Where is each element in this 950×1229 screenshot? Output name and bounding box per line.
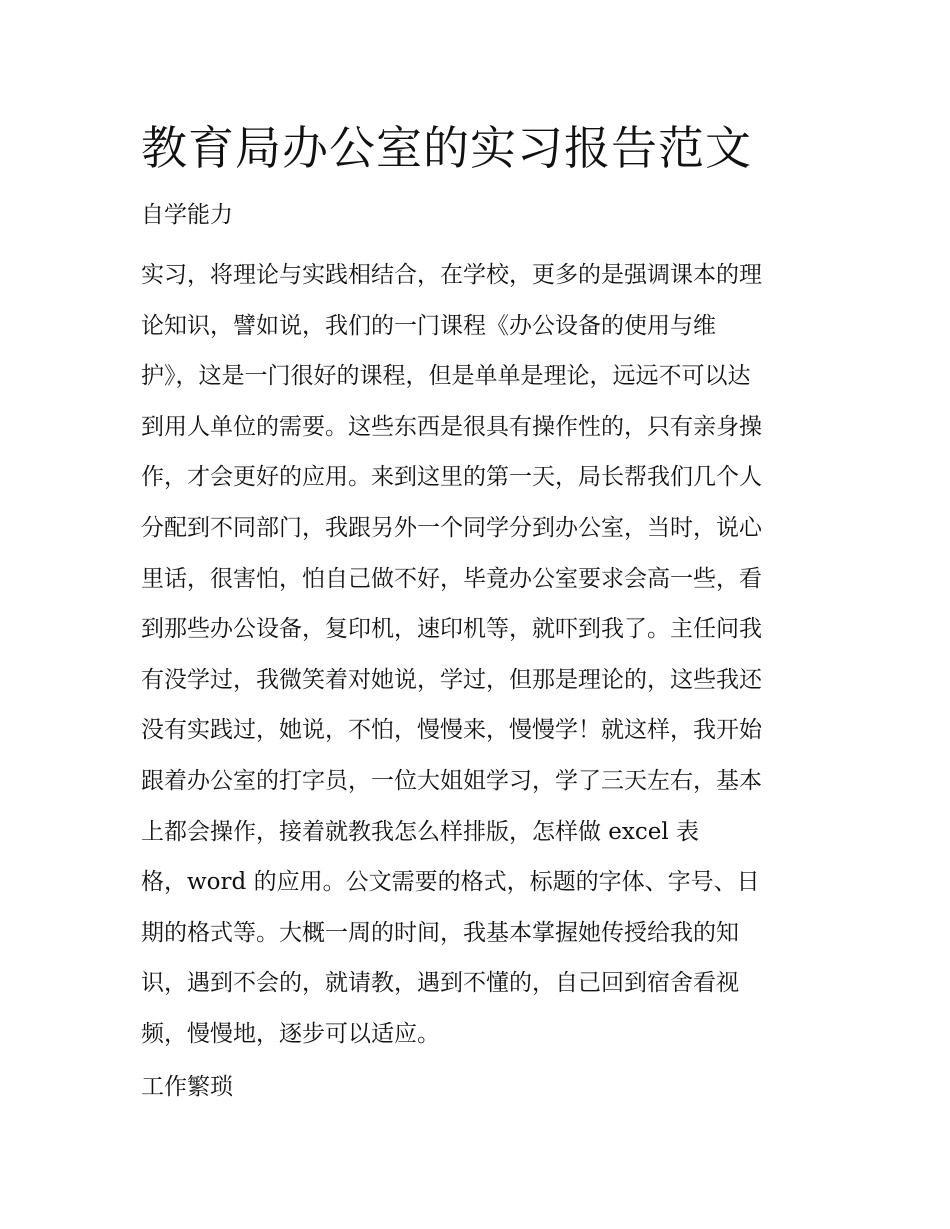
paragraph-line: 论知识，譬如说，我们的一门课程《办公设备的使用与维 xyxy=(141,312,716,339)
paragraph-line: 护》，这是一门很好的课程，但是单单是理论，远远不可以达 xyxy=(141,363,751,390)
paragraph-line: 到那些办公设备，复印机，速印机等，就吓到我了。主任问我 xyxy=(141,616,762,643)
paragraph-line: 没有实践过，她说，不怕，慢慢来，慢慢学！就这样，我开始 xyxy=(141,717,762,744)
section-paragraph-self-study xyxy=(141,250,813,1060)
paragraph-line: 格，word 的应用。公文需要的格式，标题的字体、字号、日 xyxy=(141,869,760,896)
paragraph-line: 分配到不同部门，我跟另外一个同学分到办公室，当时，说心 xyxy=(141,514,762,541)
paragraph-line: 作，才会更好的应用。来到这里的第一天，局长帮我们几个人 xyxy=(141,464,762,491)
paragraph-line: 实习，将理论与实践相结合，在学校，更多的是强调课本的理 xyxy=(141,262,762,288)
paragraph-line: 期的格式等。大概一周的时间，我基本掌握她传授给我的知 xyxy=(141,919,739,946)
paragraph-line: 有没学过，我微笑着对她说，学过，但那是理论的，这些我还 xyxy=(141,666,762,693)
document-content xyxy=(141,118,813,1122)
paragraph-line: 上都会操作，接着就教我怎么样排版，怎样做 excel 表 xyxy=(141,818,700,845)
section-heading-work-tedious: 工作繁琐 xyxy=(141,1073,233,1100)
paragraph-line: 跟着办公室的打字员，一位大姐姐学习，学了三天左右，基本 xyxy=(141,767,762,794)
paragraph-line: 识，遇到不会的，就请教，遇到不懂的，自己回到宿舍看视 xyxy=(141,970,739,997)
paragraph-line: 里话，很害怕，怕自己做不好，毕竟办公室要求会高一些，看 xyxy=(141,565,762,592)
section-heading-self-study: 自学能力 xyxy=(141,202,233,228)
paragraph-line: 频，慢慢地，逐步可以适应。 xyxy=(141,1020,440,1047)
document-title: 教育局办公室的实习报告范文 xyxy=(141,121,752,175)
paragraph-line: 到用人单位的需要。这些东西是很具有操作性的，只有亲身操 xyxy=(141,413,762,440)
